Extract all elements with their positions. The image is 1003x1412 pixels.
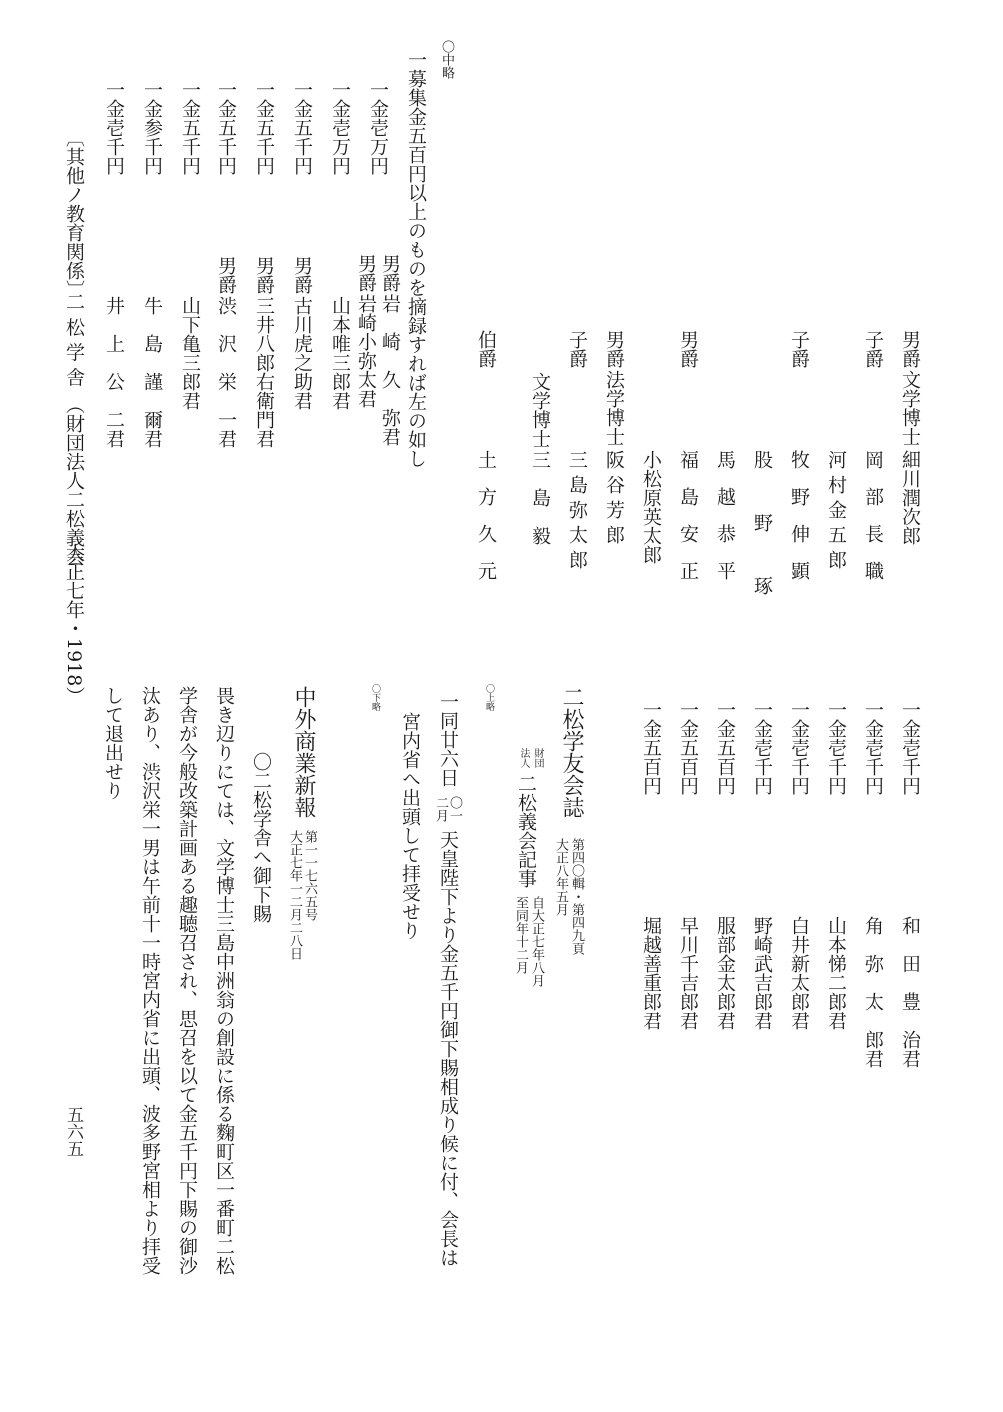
amount-2: 一金壱万円 <box>329 80 351 175</box>
don-name-8: 堀越善重郎君 <box>640 916 662 1030</box>
don-amount-6: 一金五百円 <box>714 700 736 795</box>
running-head-org: （財団法人二松義会 <box>63 395 85 566</box>
member-title-7: 男爵 <box>677 330 699 368</box>
don-name-1: 和 田 豊 治君 <box>899 916 921 1068</box>
member-title-10: 子爵 <box>566 330 588 368</box>
amount-5: 一金五千円 <box>215 80 237 175</box>
name-1b: 岩崎小弥太君 <box>355 294 377 408</box>
member-name-9: 阪谷芳郎 <box>603 450 625 550</box>
don-amount-4: 一金壱千円 <box>788 700 810 795</box>
don-name-6: 服部金太郎君 <box>714 916 736 1030</box>
member-name-5: 股野琢 <box>751 450 773 639</box>
title-1b: 男爵 <box>355 254 377 292</box>
chugai-line-3: 汰あり、渋沢栄一男は午前十一時宮内省に出頭、波多野宮相より拝受 <box>139 686 161 1275</box>
don-name-4: 白井新太郎君 <box>788 916 810 1030</box>
name-5: 渋 沢 栄 一君 <box>215 296 237 448</box>
amount-7: 一金参千円 <box>141 80 163 175</box>
entry-date: 一同廿六日 <box>437 692 459 787</box>
member-name-11: 三 島 毅 <box>529 450 551 545</box>
karyaku-note: 〇下略 <box>370 684 380 711</box>
member-name-12: 土方久元 <box>475 450 497 598</box>
houjin-label: 法人 <box>518 748 529 768</box>
chugai-headline: 〇二松学舎へ御下賜 <box>250 752 272 923</box>
chugai-line-1: 畏き辺りにては、文学博士三島中洲翁の創設に係る麴町区一番町二松 <box>213 686 235 1275</box>
nishogaku-issue: 第四〇輯・第四九頁 <box>569 838 584 955</box>
jouryaku-note: 〇上略 <box>484 684 494 711</box>
title-4: 男爵 <box>253 256 275 294</box>
name-4: 三井八郎右衛門君 <box>253 296 275 448</box>
member-title-4: 子爵 <box>788 330 810 368</box>
record-to: 至同年十二月 <box>513 896 528 974</box>
don-amount-8: 一金五百円 <box>640 700 662 795</box>
member-name-2: 岡部長職 <box>862 450 884 598</box>
don-name-5: 野崎武吉郎君 <box>751 916 773 1030</box>
don-name-7: 早川千吉郎君 <box>677 916 699 1030</box>
page-number: 五六五 <box>63 1106 83 1157</box>
name-3: 古川虎之助君 <box>291 296 313 410</box>
name-8: 井 上 公 二君 <box>103 296 125 448</box>
name-1a: 岩 崎 久 弥君 <box>379 294 401 446</box>
chugai-date: 大正七年一二月二八日 <box>287 830 302 960</box>
zaidan-label: 財団 <box>532 748 543 768</box>
running-head-category: 〔其他ノ教育関係〕 <box>63 128 85 299</box>
don-amount-1: 一金壱千円 <box>899 700 921 795</box>
don-name-2: 角 弥 太 郎君 <box>862 916 884 1068</box>
name-6: 山下亀三郎君 <box>179 296 201 410</box>
title-5: 男爵 <box>215 256 237 294</box>
amount-4: 一金五千円 <box>253 80 275 175</box>
member-title-9: 男爵 <box>603 330 625 368</box>
name-2: 山本唯三郎君 <box>329 296 351 410</box>
don-amount-3: 一金壱千円 <box>825 700 847 795</box>
amount-6: 一金五千円 <box>179 80 201 175</box>
entry-text-2: 宮内省へ出頭して拝受せり <box>399 712 421 940</box>
amount-3: 一金五千円 <box>291 80 313 175</box>
member-name-10: 三島弥太郎 <box>566 450 588 575</box>
title-3: 男爵 <box>291 256 313 294</box>
nishogaku-title: 二松学友会誌 <box>559 686 584 818</box>
don-amount-2: 一金壱千円 <box>862 700 884 795</box>
entry-note-top: 〇一 <box>447 796 462 822</box>
chugai-line-2: 学舎が今般改築計画ある趣聴召され、思召を以て金五千円下賜の御沙 <box>176 686 198 1275</box>
member-name-1: 細川潤次郎 <box>899 450 921 545</box>
member-title2-11: 文学博士 <box>529 372 551 448</box>
record-from: 自大正七年八月 <box>529 896 544 987</box>
member-name-8: 小松原英太郎 <box>640 450 662 564</box>
record-title: 二松義会記事 <box>515 774 537 888</box>
member-name-7: 福島安正 <box>677 450 699 598</box>
member-name-6: 馬越恭平 <box>714 450 736 598</box>
name-7: 牛 島 謹 爾君 <box>141 296 163 448</box>
member-name-3: 河村金五郎 <box>825 450 847 575</box>
chugai-issue: 第一一七六五号 <box>302 830 317 921</box>
member-title-2: 子爵 <box>862 330 884 368</box>
member-name-4: 牧野伸顕 <box>788 450 810 598</box>
chuuryaku-note: 〇中略 <box>439 40 454 79</box>
member-title-1: 男爵 <box>899 330 921 368</box>
entry-text-1: 天皇陛下より金五千円御下賜相成り候に付、会長は <box>437 830 459 1267</box>
chugai-line-4: して退出せり <box>102 686 124 800</box>
don-name-3: 山本悌二郎君 <box>825 916 847 1030</box>
amount-8: 一金壱千円 <box>103 80 125 175</box>
amount-1: 一金壱万円 <box>367 80 389 175</box>
running-head-school: 二 松 学 舎 <box>63 292 85 387</box>
running-head-year: 大正七年・1918） <box>63 543 85 706</box>
don-amount-5: 一金壱千円 <box>751 700 773 795</box>
don-amount-7: 一金五百円 <box>677 700 699 795</box>
intro-line: 一募集金五百円以上のものを摘録すれば左の如し <box>405 50 427 468</box>
entry-note-bot: 二月 <box>433 796 448 822</box>
member-title2-1: 文学博士 <box>899 370 921 446</box>
member-title2-9: 法学博士 <box>603 370 625 446</box>
chugai-title: 中外商業新報 <box>291 686 316 818</box>
title-1a: 男爵 <box>379 254 401 292</box>
member-title-12: 伯爵 <box>475 330 497 368</box>
nishogaku-date: 大正八年五月 <box>553 838 568 916</box>
